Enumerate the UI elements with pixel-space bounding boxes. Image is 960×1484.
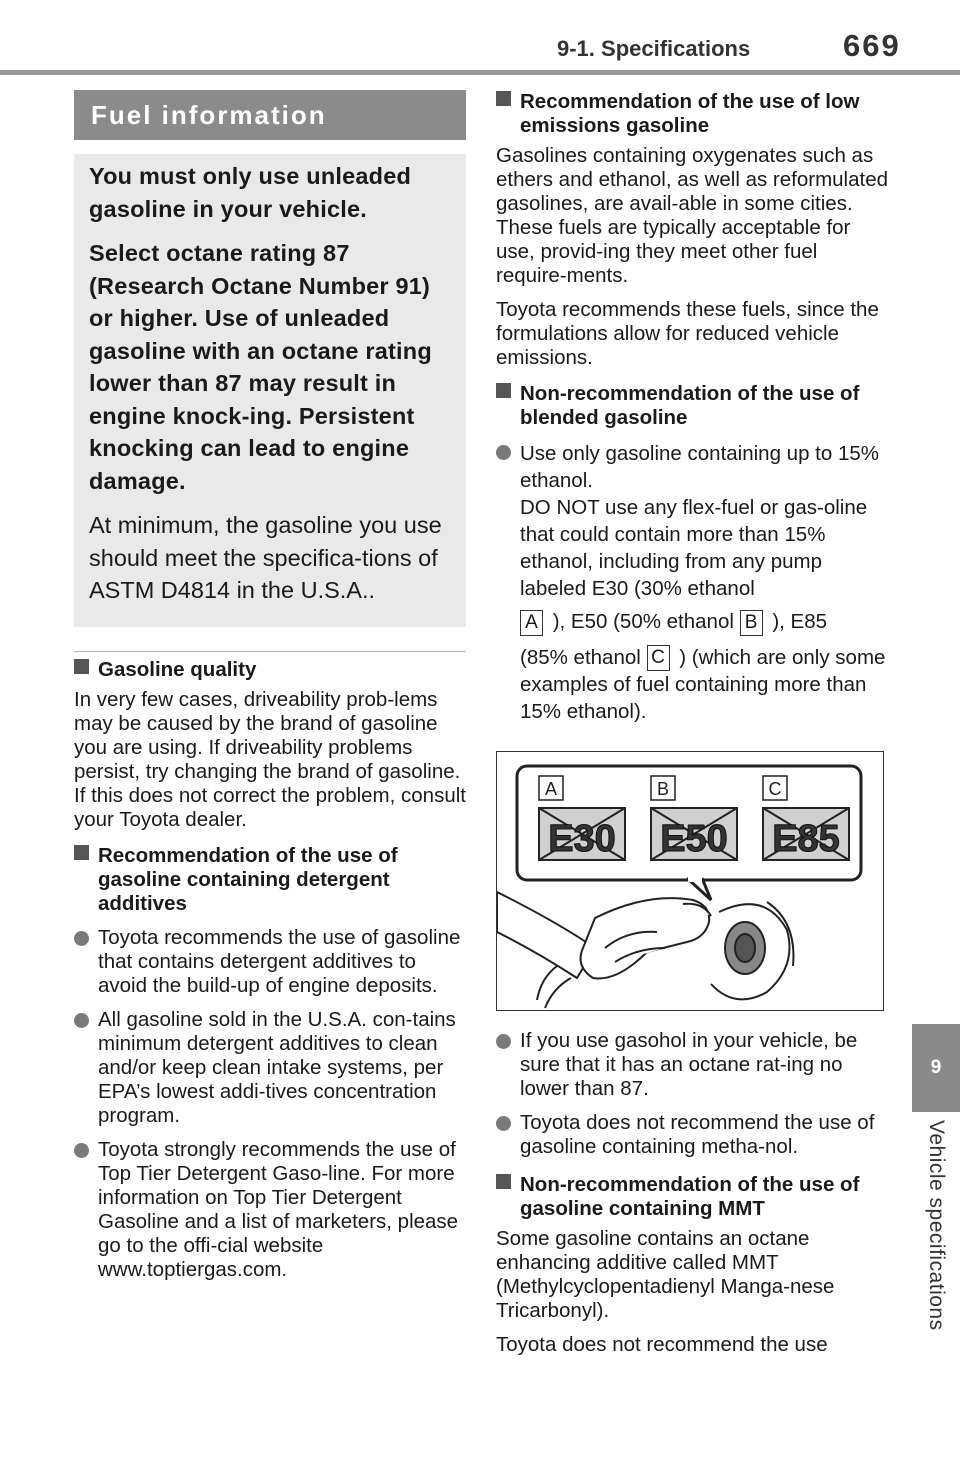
pump-label-e30 xyxy=(539,808,625,860)
right-column xyxy=(496,90,888,1357)
heading-gasoline-quality: Gasoline quality xyxy=(74,658,466,682)
square-bullet-icon xyxy=(74,659,89,674)
section-divider xyxy=(74,651,466,652)
fuel-info-title: Fuel information xyxy=(74,90,466,140)
heading-mmt: Non-recommendation of the use of gasoline containing MMT xyxy=(496,1173,888,1221)
bullet-top-tier: Toyota strongly recommends the use of Top Tier Detergent Gaso-line. For more information on Top Tier Detergent Gasoline and a list of marketers, please go to the offi-cial website www.toptiergas.com. xyxy=(74,1138,466,1282)
fuel-pump-illustration xyxy=(496,751,884,1011)
paragraph-gasoline-quality: In very few cases, driveability prob-lems may be caused by the brand of gasoline you are using. If driveability problems persist, try changing the brand of gasoline. If this does not correct the problem, consult your Toyota dealer. xyxy=(74,687,466,831)
nozzle-hand-drawing xyxy=(497,892,711,1008)
round-bullet-icon xyxy=(496,1116,511,1131)
round-bullet-icon xyxy=(74,931,89,946)
heading-detergent: Recommendation of the use of gasoline containing detergent additives xyxy=(74,844,466,916)
round-bullet-icon xyxy=(74,1143,89,1158)
pump-label-e50 xyxy=(651,808,737,860)
paragraph-mmt-recommend: Toyota does not recommend the use xyxy=(496,1333,828,1357)
paragraph-oxygenates: Gasolines containing oxygenates such as ethers and ethanol, as well as reformulated gasolines, are avail-able in some cities. These fuels are typically acceptable for use, provid-ing they meet other fuel require-ments. xyxy=(496,144,889,287)
page-header xyxy=(0,0,960,78)
bullet-detergent-recommend: Toyota recommends the use of gasoline that contains detergent additives to avoid the build-up of engine deposits. xyxy=(74,926,466,998)
round-bullet-icon xyxy=(496,445,511,460)
chapter-tab xyxy=(912,1024,960,1112)
square-bullet-icon xyxy=(74,845,89,860)
svg-text:E85: E85 xyxy=(772,818,840,861)
figure-label-a: A xyxy=(544,779,558,800)
left-column xyxy=(74,90,466,1282)
chapter-number: 9 xyxy=(930,1057,942,1078)
paragraph-recommend-fuels: Toyota recommends these fuels, since the formulations allow for reduced vehicle emissions. xyxy=(496,298,879,369)
info-astm: At minimum, the gasoline you use should meet the specifica-tions of ASTM D4814 in the U.S.A.. xyxy=(89,512,442,603)
square-bullet-icon xyxy=(496,1174,511,1189)
paragraph-mmt: Some gasoline contains an octane enhancing additive called MMT (Methylcyclopentadienyl Manga-nese Tricarbonyl). xyxy=(496,1227,835,1323)
label-b: B xyxy=(740,610,763,636)
figure-label-b: B xyxy=(656,779,670,800)
bullet-detergent-usa: All gasoline sold in the U.S.A. con-tains minimum detergent additives to clean and/or keep clean intake systems, per EPA’s lowest addi-tives concentration program. xyxy=(74,1008,466,1128)
section-title: 9-1. Specifications xyxy=(557,36,751,61)
svg-text:E50: E50 xyxy=(660,818,728,861)
info-unleaded: You must only use unleaded gasoline in your vehicle. xyxy=(89,163,412,222)
page-number: 669 xyxy=(843,28,901,63)
label-a: A xyxy=(520,610,543,636)
square-bullet-icon xyxy=(496,383,511,398)
bullet-ethanol-limit: Use only gasoline containing up to 15% ethanol. DO NOT use any flex-fuel or gas-oline that could contain more than 15% ethanol, including from any pump labeled E30 (30% ethanol A ), E50 (50% ethanol B ), E85 (85% ethanol C ) (which are only some examples of fuel containing more than 15% ethanol). xyxy=(496,440,888,725)
heading-blended: Non-recommendation of the use of blended gasoline xyxy=(496,382,888,430)
fuel-door-drawing xyxy=(711,902,793,999)
bullet-methanol: Toyota does not recommend the use of gasoline containing metha-nol. xyxy=(496,1111,888,1159)
heading-low-emissions: Recommendation of the use of low emissions gasoline xyxy=(496,90,888,138)
label-c: C xyxy=(647,645,670,671)
square-bullet-icon xyxy=(496,91,511,106)
fuel-info-box xyxy=(74,154,466,627)
chapter-title: Vehicle specifications xyxy=(925,1120,948,1331)
figure-label-c: C xyxy=(768,779,782,800)
round-bullet-icon xyxy=(496,1034,511,1049)
bullet-gasohol: If you use gasohol in your vehicle, be sure that it has an octane rat-ing no lower than 87. xyxy=(496,1029,888,1101)
round-bullet-icon xyxy=(74,1013,89,1028)
svg-text:E30: E30 xyxy=(548,818,616,861)
info-octane: Select octane rating 87 (Research Octane Number 91) or higher. Use of unleaded gasoline with an octane rating lower than 87 may result in engine knock-ing. Persistent knocking can lead to engine damage. xyxy=(89,240,432,494)
fuel-nozzle-figure xyxy=(497,752,883,1010)
header-rule xyxy=(0,70,960,75)
pump-label-e85 xyxy=(763,808,849,860)
